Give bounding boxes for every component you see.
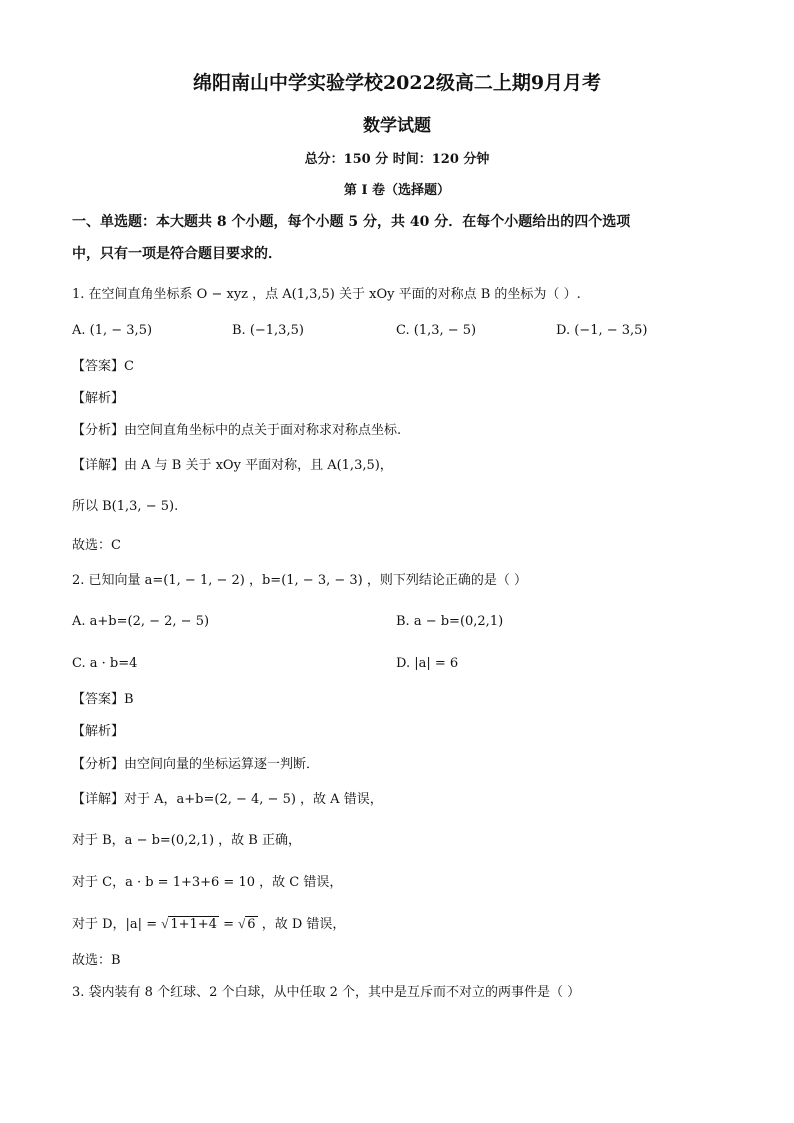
q1-so: 所以 B(1,3, − 5).: [72, 499, 179, 514]
q1-option-d: D. (−1, − 3,5): [556, 323, 648, 338]
q1-jiexi: 【解析】: [72, 391, 125, 406]
q2-for-d-prefix: 对于 D，|a| =: [72, 917, 162, 932]
q2-for-d-radicand-1: 1+1+4: [170, 917, 217, 932]
q2-stem: 2. 已知向量 a=(1, − 1, − 2) ，b=(1, − 3, − 3) ，则下列结论正确的是（ ）: [72, 573, 527, 588]
q2-option-b: B. a − b=(0,2,1): [396, 614, 504, 629]
q1-detail: 【详解】由 A 与 B 关于 xOy 平面对称，且 A(1,3,5)，: [72, 458, 393, 473]
q2-for-d-radicand-2: 6: [247, 917, 256, 932]
volume-heading: 第 I 卷（选择题）: [343, 183, 451, 198]
q1-analysis: 【分析】由空间直角坐标中的点关于面对称求对称点坐标.: [72, 423, 402, 438]
exam-subtitle: 数学试题: [363, 116, 431, 136]
q2-answer: 【答案】B: [72, 692, 134, 707]
q1-option-c: C. (1,3, − 5): [396, 323, 477, 338]
q2-for-d-equals: =: [218, 917, 239, 932]
q2-choose: 故选：B: [72, 953, 121, 968]
exam-title: 绵阳南山中学实验学校2022级高二上期9月月考: [192, 72, 602, 94]
sqrt-symbol: √: [238, 916, 246, 931]
q3-stem: 3. 袋内装有 8 个红球、2 个白球，从中任取 2 个，其中是互斥而不对立的两事件是（ ）: [72, 985, 581, 1000]
sqrt-symbol: √: [161, 916, 169, 931]
q1-option-b: B. (−1,3,5): [232, 323, 304, 338]
q2-option-c: C. a · b=4: [72, 656, 138, 671]
q1-choose: 故选：C: [72, 538, 121, 553]
q2-analysis: 【分析】由空间向量的坐标运算逐一判断．: [72, 757, 320, 772]
q1-stem: 1. 在空间直角坐标系 O − xyz ，点 A(1,3,5) 关于 xOy 平面的对称点 B 的坐标为（ ）.: [72, 287, 581, 302]
q2-jiexi: 【解析】: [72, 724, 125, 739]
section-heading-line2: 中，只有一项是符合题目要求的．: [72, 246, 282, 262]
q2-detail: 【详解】对于 A，a+b=(2, − 4, − 5) ，故 A 错误，: [72, 792, 383, 807]
q2-option-d: D. |a| = 6: [396, 656, 459, 671]
q2-option-a: A. a+b=(2, − 2, − 5): [72, 614, 210, 629]
q2-for-c: 对于 C，a · b = 1+3+6 = 10 ，故 C 错误，: [72, 875, 343, 890]
section-heading-line1: 一、单选题：本大题共 8 个小题，每个小题 5 分，共 40 分．在每个小题给出的四个选项: [72, 214, 631, 230]
exam-meta: 总分：150 分 时间：120 分钟: [304, 152, 490, 167]
q2-for-b: 对于 B，a − b=(0,2,1) ，故 B 正确，: [72, 833, 301, 848]
q1-option-a: A. (1, − 3,5): [72, 323, 153, 338]
q2-for-d: [72, 914, 345, 935]
q2-for-d-suffix: ，故 D 错误，: [257, 917, 346, 932]
q1-answer: 【答案】C: [72, 359, 134, 374]
